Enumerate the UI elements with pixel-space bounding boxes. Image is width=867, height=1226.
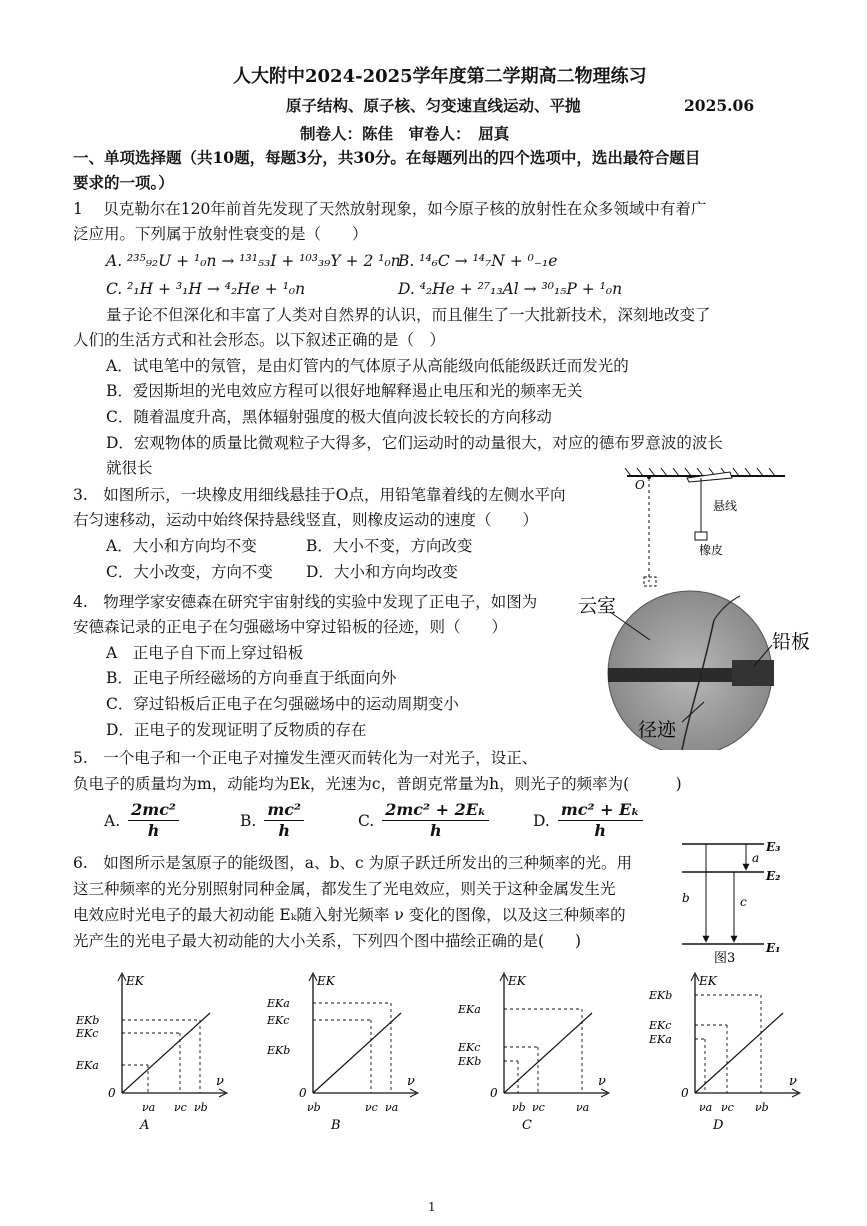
q6-graphs [60, 965, 820, 1135]
q6-stem-line1: 6. 如图所示是氢原子的能级图，a、b、c 为原子跃迁所发出的三种频率的光。用 [73, 854, 633, 872]
q1-option-b: B. ¹⁴₆C → ¹⁴₇N + ⁰₋₁e [398, 252, 558, 270]
q2-option-c: C．随着温度升高，黑体辐射强度的极大值向波长较长的方向移动 [106, 408, 552, 426]
exam-date: 2025.06 [684, 96, 755, 115]
q6-graph-x-axis-label: ν [789, 1074, 797, 1089]
section-header-line1: 一、单项选择题（共10题，每题3分，共30分。在每题列出的四个选项中，选出最符合题目 [73, 148, 701, 167]
q6-graph-d [648, 973, 800, 1133]
q6-graph-x-tick: νa [142, 1101, 156, 1114]
q6-graph-a [75, 973, 227, 1133]
q4-stem-line2: 安德森记录的正电子在匀强磁场中穿过铅板的径迹，则（ ） [73, 618, 508, 636]
q3-option-d: D．大小和方向均改变 [306, 563, 458, 581]
q4-cloud-chamber-figure [572, 590, 834, 750]
q3-fig-o-label: O [635, 478, 645, 492]
q6-level-e3: E₃ [766, 840, 781, 854]
page-title: 人大附中2024-2025学年度第二学期高二物理练习 [233, 66, 647, 87]
q6-graph-y-tick: EKa [76, 1059, 99, 1072]
q6-graph-x-axis-label: ν [598, 1074, 606, 1089]
authors-line: 制卷人：陈佳 审卷人： 屈真 [300, 124, 510, 143]
q6-graph-y-tick: EKc [267, 1014, 290, 1027]
q6-graph-y-axis-label: EK [317, 974, 335, 988]
q3-option-a: A．大小和方向均不变 [106, 537, 257, 555]
q6-graph-y-axis-label: EK [699, 974, 717, 988]
q5-option-b: B. $\frac{\text{mc²}}{h}$ [240, 800, 304, 841]
q6-graph-x-axis-label: ν [407, 1074, 415, 1089]
q6-arrow-c: c [740, 895, 747, 909]
q3-option-c: C．大小改变，方向不变 [106, 563, 273, 581]
q3-eraser-figure [615, 462, 795, 592]
q6-graph-y-tick: EKb [267, 1044, 291, 1057]
q6-graph-y-tick: EKa [649, 1033, 672, 1046]
q2-stem-line2: 人们的生活方式和社会形态。以下叙述正确的是（ ） [73, 331, 446, 349]
q6-stem-line3: 电效应时光电子的最大初动能 Eₖ随入射光频率 ν 变化的图像，以及这三种频率的 [73, 906, 626, 924]
q6-graph-x-tick: νc [532, 1101, 545, 1114]
q1-option-a: A. ²³⁵₉₂U + ¹₀n → ¹³¹₅₃I + ¹⁰³₃₉Y + 2 ¹₀n [106, 252, 401, 270]
q2-option-a: A．试电笔中的氖管，是由灯管内的气体原子从高能级向低能级跃迁而发光的 [106, 357, 629, 375]
q3-stem-line1: 3. 如图所示，一块橡皮用细线悬挂于O点，用铅笔靠着线的左侧水平向 [73, 486, 566, 504]
q6-stem-line4: 光产生的光电子最大初动能的大小关系，下列四个图中描绘正确的是( ) [73, 932, 582, 950]
q6-graph-id: A [140, 1118, 150, 1133]
q4-option-d: D．正电子的发现证明了反物质的存在 [106, 721, 367, 739]
q5-stem-line2: 负电子的质量均为m，动能均为Ek，光速为c，普朗克常量为h，则光子的频率为( ) [73, 775, 682, 793]
q4-fig-lead-label: 铅板 [772, 631, 811, 653]
q3-fig-eraser-label: 橡皮 [699, 543, 724, 557]
q6-graph-c [457, 973, 609, 1133]
q2-option-d-line2: 就很长 [106, 459, 153, 477]
q4-fig-track-label: 径迹 [638, 719, 677, 741]
q3-option-b: B．大小不变，方向改变 [306, 537, 473, 555]
q6-graph-id: C [522, 1118, 532, 1133]
q6-graph-x-tick: νb [512, 1101, 526, 1114]
q6-graph-origin: 0 [490, 1086, 498, 1100]
q6-graph-x-tick: νa [576, 1101, 590, 1114]
q3-fig-string-label: 悬线 [713, 499, 738, 513]
q6-graph-y-axis-label: EK [508, 974, 526, 988]
q6-level-e2: E₂ [766, 869, 781, 883]
q6-graph-x-tick: νb [194, 1101, 208, 1114]
q4-option-a: A 正电子自下而上穿过铅板 [106, 644, 304, 662]
q6-graph-id: D [713, 1118, 724, 1133]
q5-option-c: C. $\frac{\text{2mc² + 2Eₖ}}{h}$ [358, 800, 489, 841]
q4-option-b: B．正电子所经磁场的方向垂直于纸面向外 [106, 669, 397, 687]
q2-option-b: B．爱因斯坦的光电效应方程可以很好地解释遏止电压和光的频率无关 [106, 382, 583, 400]
q6-graph-y-tick: EKb [649, 989, 673, 1002]
page-number: 1 [428, 1200, 436, 1214]
q5-option-d: D. $\frac{\text{mc² + Eₖ}}{h}$ [533, 800, 643, 841]
q1-stem-line2: 泛应用。下列属于放射性衰变的是（ ） [73, 225, 368, 243]
q2-stem-line1: 量子论不但深化和丰富了人类对自然界的认识，而且催生了一大批新技术，深刻地改变了 [106, 306, 711, 324]
q6-graph-y-tick: EKc [76, 1027, 99, 1040]
q6-graph-x-tick: νa [385, 1101, 399, 1114]
q6-arrow-a: a [752, 851, 760, 865]
q6-graph-y-tick: EKb [458, 1055, 482, 1068]
q6-level-e1: E₁ [766, 941, 781, 955]
q1-option-d: D. ⁴₂He + ²⁷₁₃Al → ³⁰₁₅P + ¹₀n [398, 280, 623, 298]
q6-graph-origin: 0 [108, 1086, 116, 1100]
q6-graph-id: B [331, 1118, 341, 1133]
q5-option-a: A. $\frac{\text{2mc²}}{h}$ [104, 800, 179, 841]
q6-graph-x-tick: νc [365, 1101, 378, 1114]
q4-stem-line1: 4. 物理学家安德森在研究宇宙射线的实验中发现了正电子，如图为 [73, 593, 538, 611]
q6-graph-origin: 0 [681, 1086, 689, 1100]
q6-graph-origin: 0 [299, 1086, 307, 1100]
q6-graph-x-tick: νb [755, 1101, 769, 1114]
q6-stem-line2: 这三种频率的光分别照射同种金属，都发生了光电效应，则关于这种金属发生光 [73, 880, 616, 898]
q6-graph-b [266, 973, 418, 1133]
q6-graph-y-tick: EKb [76, 1014, 100, 1027]
q1-option-c: C. ²₁H + ³₁H → ⁴₂He + ¹₀n [106, 280, 306, 298]
q2-option-d-line1: D．宏观物体的质量比微观粒子大得多，它们运动时的动量很大，对应的德布罗意波的波长 [106, 434, 723, 452]
q4-option-c: C．穿过铅板后正电子在匀强磁场中的运动周期变小 [106, 695, 459, 713]
q3-stem-line2: 右匀速移动，运动中始终保持悬线竖直，则橡皮运动的速度（ ） [73, 511, 539, 529]
q6-graph-y-tick: EKa [458, 1003, 481, 1016]
q6-graph-x-tick: νc [174, 1101, 187, 1114]
q6-graph-y-tick: EKc [649, 1019, 672, 1032]
q6-graph-x-tick: νb [307, 1101, 321, 1114]
q6-arrow-b: b [682, 891, 690, 905]
q6-energy-level-figure [676, 834, 796, 964]
q6-graph-x-tick: νc [721, 1101, 734, 1114]
q6-graph-y-tick: EKa [267, 997, 290, 1010]
q1-stem-line1: 1 贝克勒尔在120年前首先发现了天然放射现象，如今原子核的放射性在众多领域中有着广 [73, 200, 707, 218]
q6-fig-caption: 图3 [714, 951, 736, 964]
q6-graph-x-axis-label: ν [216, 1074, 224, 1089]
q6-graph-x-tick: νa [699, 1101, 713, 1114]
page-subtitle: 原子结构、原子核、匀变速直线运动、平抛 [286, 96, 581, 115]
q6-graph-y-axis-label: EK [126, 974, 144, 988]
q4-fig-cloud-label: 云室 [578, 595, 617, 617]
section-header-line2: 要求的一项。） [73, 173, 174, 192]
q5-stem-line1: 5. 一个电子和一个正电子对撞发生湮灭而转化为一对光子，设正、 [73, 749, 538, 767]
q6-graph-y-tick: EKc [458, 1041, 481, 1054]
